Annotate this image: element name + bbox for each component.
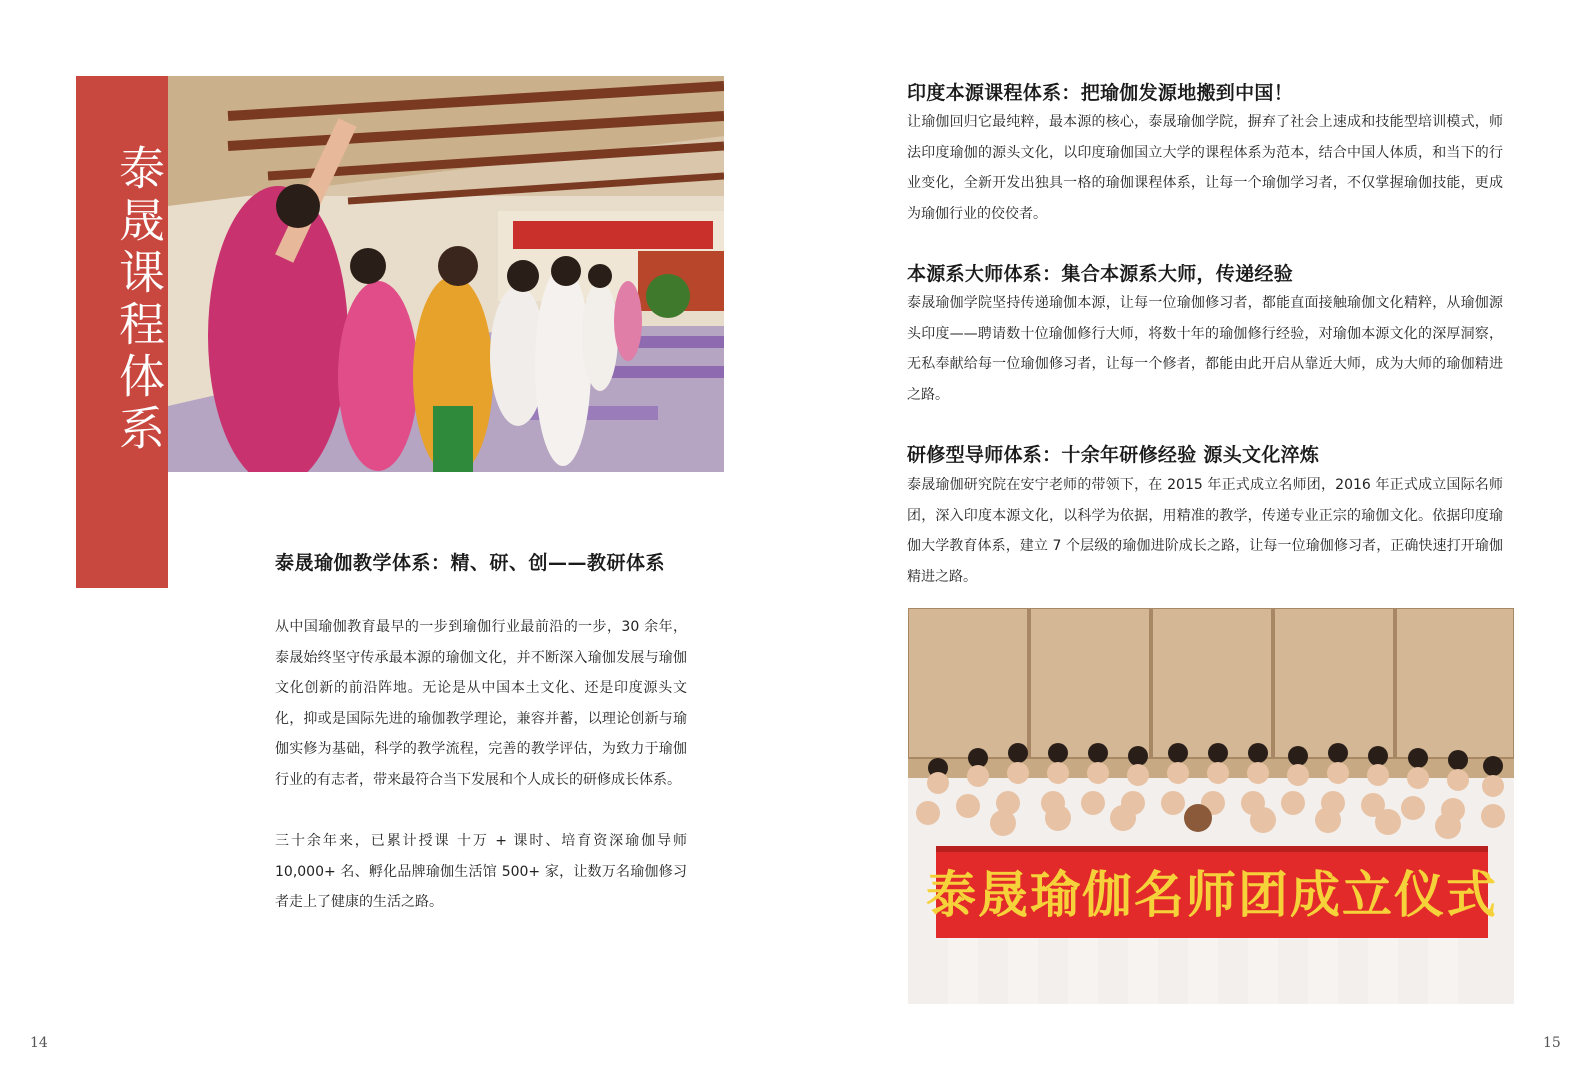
right-heading-3: 研修型导师体系：十余年研修经验 源头文化淬炼 [907,444,1320,466]
vertical-title: 泰晟课程体系 [112,144,166,456]
left-paragraph-2: 三十余年来，已累计授课 十万 + 课时、培育资深瑜伽导师 10,000+ 名、孵化品牌瑜伽生活馆 500+ 家，让数万名瑜伽修习者走上了健康的生活之路。 [275,833,687,910]
page-number-left: 14 [30,1035,48,1051]
page-number-right: 15 [1543,1035,1561,1051]
left-paragraph-1: 从中国瑜伽教育最早的一步到瑜伽行业最前沿的一步，30 余年，泰晟始终坚守传承最本源的瑜伽文化，并不断深入瑜伽发展与瑜伽文化创新的前沿阵地。无论是从中国本土文化、还是印度源头文化，抑或是国际先进的瑜伽教学理论，兼容并蓄，以理论创新与瑜伽实修为基础，科学的教学流程，完善的教学评估，为致力于瑜伽行业的有志者，带来最符合当下发展和个人成长的研修成长体系。 [275,619,687,788]
right-heading-1: 印度本源课程体系：把瑜伽发源地搬到中国！ [907,82,1294,104]
right-heading-2: 本源系大师体系：集合本源系大师，传递经验 [907,263,1294,285]
ceremony-banner-text: 泰晟瑜伽名师团成立仪式 [926,866,1498,924]
right-paragraph-3: 泰晟瑜伽研究院在安宁老师的带领下，在 2015 年正式成立名师团，2016 年正式成立国际名师团，深入印度本源文化，以科学为依据，用精准的教学，传递专业正宗的瑜伽文化。依据印度瑜伽大学教育体系，建立 7 个层级的瑜伽进阶成长之路，让每一位瑜伽修习者，正确快速打开瑜伽精进之路。 [907,477,1503,585]
left-section-heading: 泰晟瑜伽教学体系：精、研、创——教研体系 [275,552,666,574]
title-banner [76,76,168,588]
right-paragraph-1: 让瑜伽回归它最纯粹，最本源的核心，泰晟瑜伽学院，摒弃了社会上速成和技能型培训模式，师法印度瑜伽的源头文化，以印度瑜伽国立大学的课程体系为范本，结合中国人体质，和当下的行业变化，全新开发出独具一格的瑜伽课程体系，让每一个瑜伽学习者，不仅掌握瑜伽技能，更成为瑜伽行业的佼佼者。 [907,114,1503,222]
yoga-class-photo [168,76,724,472]
group-ceremony-photo [908,608,1514,1004]
right-paragraph-2: 泰晟瑜伽学院坚持传递瑜伽本源，让每一位瑜伽修习者，都能直面接触瑜伽文化精粹，从瑜伽源头印度——聘请数十位瑜伽修行大师，将数十年的瑜伽修行经验，对瑜伽本源文化的深厚洞察，无私奉献给每一位瑜伽修习者，让每一个修者，都能由此开启从靠近大师，成为大师的瑜伽精进之路。 [907,295,1503,403]
